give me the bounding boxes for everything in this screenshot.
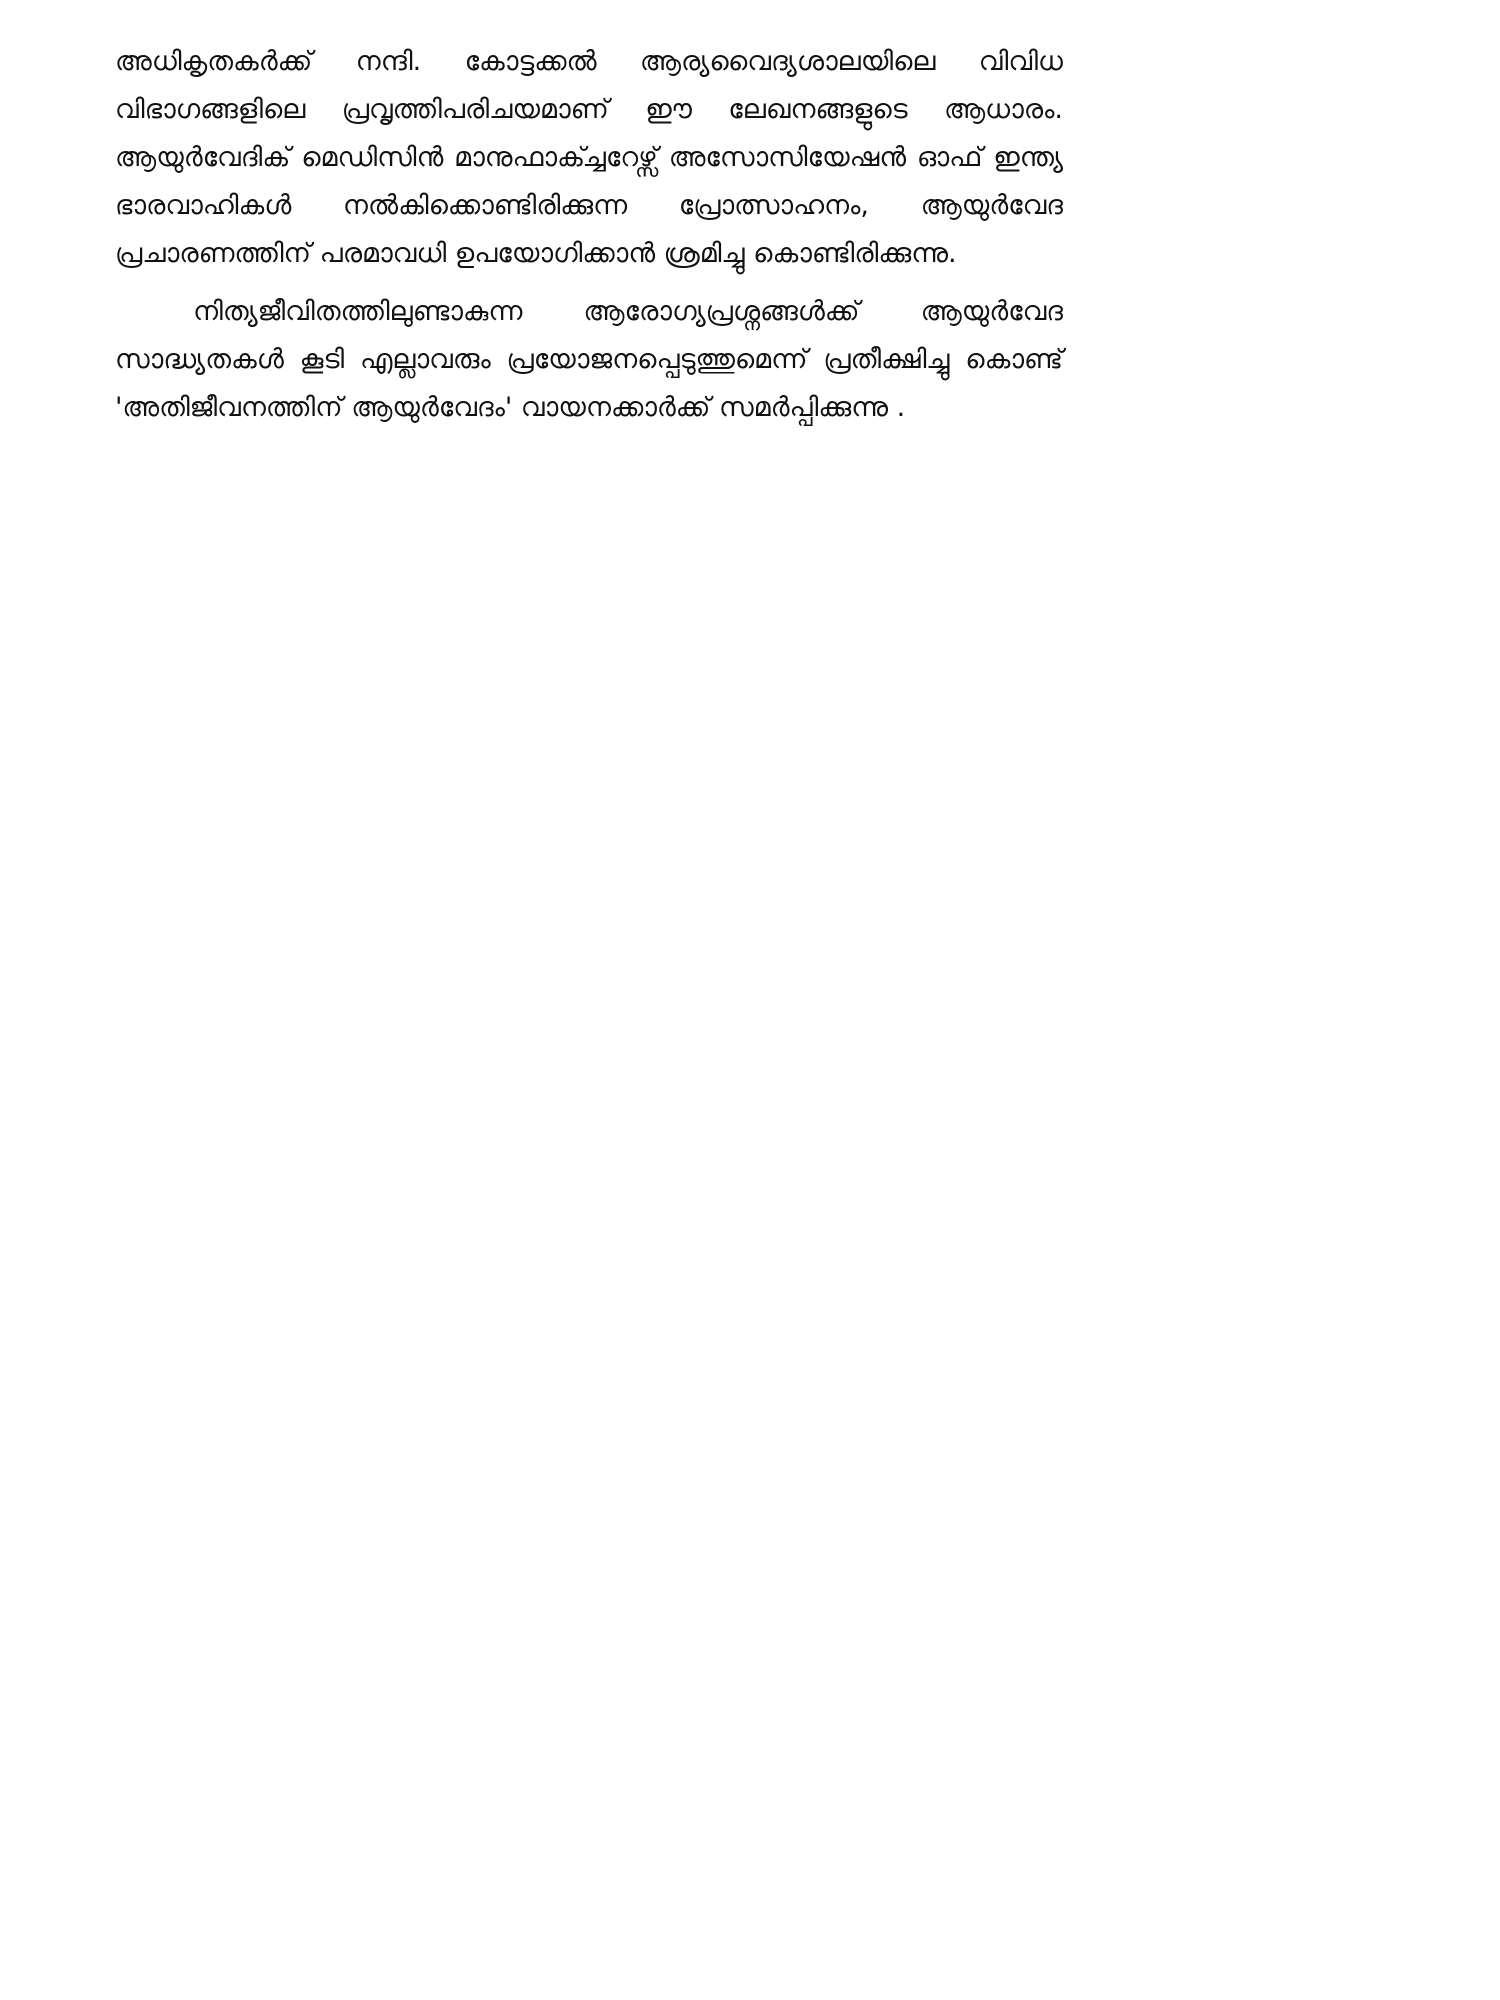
dedication-text-end: മെന്ന് പ്രതീക്ഷിച്ചു കൊണ്ട് 'അതിജീവനത്തിന് ആയുർവേദം' വായനക്കാർക്ക് സമർപ്പിക്കുന്നു .: [115, 344, 1063, 423]
paragraph-dedication: [115, 288, 1063, 432]
underlined-word-fragment: ത്തു: [695, 344, 735, 375]
document-body: [115, 38, 1063, 432]
dedication-text-start: നിത്യജീവിതത്തിലുണ്ടാകുന്ന ആരോഗ്യപ്രശ്നങ്ങൾക്ക് ആയുർവേദ സാദ്ധ്യതകൾ കൂടി എല്ലാവരും പ്രയോജനപ്പെടു: [115, 296, 1063, 375]
paragraph-acknowledgement: അധികൃതകർക്ക് നന്ദി. കോട്ടക്കൽ ആര്യവൈദ്യശാലയിലെ വിവിധ വിഭാഗങ്ങളിലെ പ്രവൃത്തിപരിചയമാണ് ഈ ലേഖനങ്ങളുടെ ആധാരം. ആയുർവേദിക് മെഡിസിൻ മാനുഫാക്ച്ചറേഴ്സ് അസോസിയേഷൻ ഓഫ് ഇന്ത്യ ഭാരവാഹികൾ നൽകിക്കൊണ്ടിരിക്കുന്ന പ്രോത്സാഹനം, ആയുർവേദ പ്രചാരണത്തിന് പരമാവധി ഉപയോഗിക്കാൻ ശ്രമിച്ചു കൊണ്ടിരിക്കുന്നു.: [115, 46, 1063, 269]
